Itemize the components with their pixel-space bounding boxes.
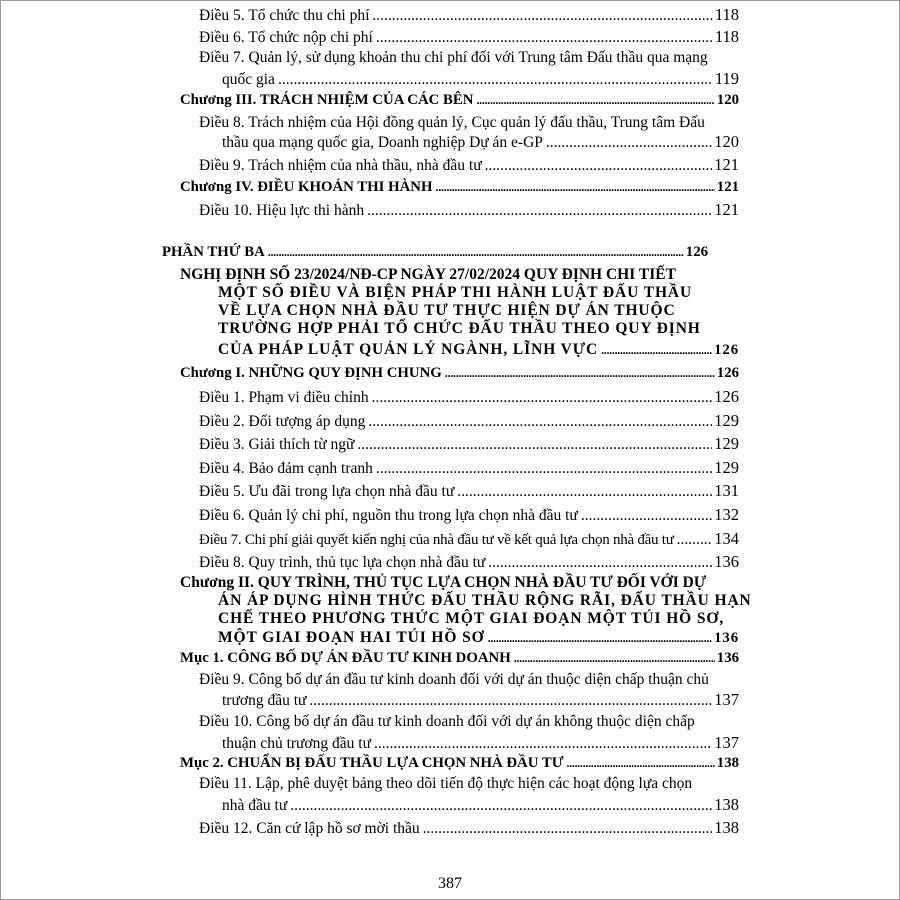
dot-leader	[445, 366, 715, 381]
toc-title: Điều 9. Trách nhiệm của nhà thầu, nhà đầu tư	[199, 157, 482, 174]
toc-title: thuận chủ trương đầu tư	[222, 735, 371, 752]
toc-title: Mục 2. CHUẨN BỊ ĐẤU THẦU LỰA CHỌN NHÀ ĐẦU TƯ	[180, 755, 564, 771]
toc-entry[interactable]	[222, 132, 739, 152]
toc-section[interactable]	[180, 650, 739, 667]
dot-leader	[372, 389, 713, 407]
toc-title: Điều 6. Tổ chức nộp chi phí	[199, 29, 373, 46]
dot-leader	[268, 245, 684, 260]
toc-chapter[interactable]	[180, 365, 739, 382]
toc-page: 118	[714, 27, 739, 46]
toc-page: 121	[716, 179, 739, 195]
toc-page: 119	[714, 69, 739, 88]
toc-page: 120	[716, 92, 739, 108]
toc-chapter[interactable]	[180, 179, 739, 196]
toc-page: 136	[714, 552, 739, 571]
toc-entry[interactable]	[199, 200, 739, 220]
toc-title: Điều 4. Bảo đảm cạnh tranh	[199, 460, 373, 477]
toc-page: 121	[714, 155, 739, 174]
toc-entry[interactable]	[218, 629, 739, 647]
toc-title: quốc gia	[222, 71, 275, 88]
dot-leader	[677, 531, 713, 549]
toc-page: 134	[714, 529, 739, 548]
toc-title: Chương I. NHỮNG QUY ĐỊNH CHUNG	[180, 365, 442, 381]
toc-title: Điều 1. Phạm vi điều chỉnh	[199, 389, 369, 406]
toc-page: 129	[714, 411, 739, 430]
toc-page: 126	[714, 342, 739, 358]
dot-leader	[372, 7, 712, 25]
toc-page: 129	[714, 434, 739, 453]
toc-page: 132	[714, 505, 739, 524]
toc-title: thầu qua mạng quốc gia, Doanh nghiệp Dự án e-GP	[222, 134, 543, 151]
toc-title: Điều 10. Hiệu lực thi hành	[199, 202, 365, 219]
toc-title: Điều 12. Căn cứ lập hồ sơ mời thầu	[199, 820, 420, 837]
dot-leader	[374, 735, 712, 753]
toc-title: Điều 5. Ưu đãi trong lựa chọn nhà đầu tư	[199, 483, 455, 500]
toc-entry[interactable]	[199, 434, 739, 454]
toc-entry[interactable]	[222, 69, 739, 89]
toc-entry[interactable]	[199, 529, 739, 549]
toc-title-line: MỘT SỐ ĐIỀU VÀ BIỆN PHÁP THI HÀNH LUẬT ĐẤU THẦU	[218, 284, 693, 301]
toc-title-line: VỀ LỰA CHỌN NHÀ ĐẦU TƯ THỰC HIỆN DỰ ÁN THUỘC	[218, 302, 676, 319]
toc-entry[interactable]	[199, 481, 739, 501]
dot-leader	[290, 797, 712, 815]
toc-title-line: NGHỊ ĐỊNH SỐ 23/2024/NĐ-CP NGÀY 27/02/2024 QUY ĐỊNH CHI TIẾT	[180, 266, 676, 283]
toc-title: Điều 6. Quản lý chi phí, nguồn thu trong lựa chọn nhà đầu tư	[199, 507, 578, 524]
toc-page: 136	[714, 630, 739, 646]
toc-title: trương đầu tư	[222, 692, 307, 709]
toc-page: 138	[714, 795, 739, 814]
toc-entry[interactable]	[199, 387, 739, 407]
toc-page: 120	[714, 132, 739, 151]
toc-title: Mục 1. CÔNG BỐ DỰ ÁN ĐẦU TƯ KINH DOANH	[180, 650, 511, 666]
toc-title-line: Điều 11. Lập, phê duyệt bảng theo dõi tiến độ thực hiện các hoạt động lựa chọn	[199, 775, 693, 792]
dot-leader	[601, 343, 712, 358]
dot-leader	[514, 651, 715, 666]
dot-leader	[436, 180, 715, 195]
toc-title-line: Chương II. QUY TRÌNH, THỦ TỤC LỰA CHỌN NHÀ ĐẦU TƯ ĐỐI VỚI DỰ	[180, 574, 707, 591]
toc-section[interactable]	[180, 755, 739, 772]
toc-entry[interactable]	[218, 341, 739, 359]
toc-title: Chương IV. ĐIỀU KHOẢN THI HÀNH	[180, 179, 433, 195]
toc-page: 129	[714, 458, 739, 477]
dot-leader	[488, 631, 712, 646]
toc-title: nhà đầu tư	[222, 797, 288, 814]
toc-title-line: Điều 7. Quản lý, sử dụng khoản thu chi phí đối với Trung tâm Đấu thầu qua mạng	[199, 49, 708, 66]
toc-page: 137	[714, 690, 739, 709]
toc-title: CỦA PHÁP LUẬT QUẢN LÝ NGÀNH, LĨNH VỰC	[218, 341, 599, 358]
toc-title: MỘT GIAI ĐOẠN HAI TÚI HỒ SƠ	[218, 629, 485, 646]
dot-leader	[488, 554, 712, 572]
toc-entry[interactable]	[222, 690, 739, 710]
toc-entry[interactable]	[199, 155, 739, 175]
dot-leader	[376, 460, 712, 478]
toc-entry[interactable]	[199, 552, 739, 572]
toc-page: 126	[714, 387, 739, 406]
toc-page: 118	[714, 5, 739, 24]
dot-leader	[476, 93, 714, 108]
toc-page: 126	[716, 365, 739, 381]
toc-title: Điều 8. Quy trình, thủ tục lựa chọn nhà đầu tư	[199, 554, 486, 571]
dot-leader	[457, 483, 712, 501]
page-number: 387	[438, 875, 462, 892]
toc-entry[interactable]	[199, 411, 739, 431]
dot-leader	[581, 507, 712, 525]
dot-leader	[309, 692, 712, 710]
dot-leader	[376, 29, 713, 47]
toc-title: PHẦN THỨ BA	[162, 244, 265, 260]
toc-page: 121	[714, 200, 739, 219]
toc-title-line: Điều 10. Công bố dự án đầu tư kinh doanh đối với dự án không thuộc diện chấp	[199, 713, 695, 730]
toc-title: Điều 3. Giải thích từ ngữ	[199, 436, 355, 453]
toc-entry[interactable]	[199, 27, 739, 47]
dot-leader	[546, 134, 712, 152]
toc-title-line: TRƯỜNG HỢP PHẢI TỔ CHỨC ĐẤU THẦU THEO QUY ĐỊNH	[218, 320, 701, 337]
toc-title-line: Điều 8. Trách nhiệm của Hội đồng quản lý, Cục quản lý đấu thầu, Trung tâm Đấu	[199, 114, 705, 131]
toc-part[interactable]	[162, 244, 708, 261]
dot-leader	[423, 820, 713, 838]
toc-title: Điều 5. Tổ chức thu chi phí	[199, 7, 370, 24]
dot-leader	[278, 71, 713, 89]
dot-leader	[357, 436, 712, 454]
toc-title: Điều 7. Chi phí giải quyết kiến nghị của nhà đầu tư về kết quả lựa chọn nhà đầu tư	[199, 532, 674, 548]
dot-leader	[485, 157, 713, 175]
dot-leader	[567, 756, 715, 771]
toc-page: 136	[716, 650, 739, 666]
toc-entry[interactable]	[222, 795, 739, 815]
toc-page: 126	[685, 244, 708, 260]
dot-leader	[368, 413, 712, 431]
toc-chapter[interactable]	[180, 92, 739, 109]
toc-entry[interactable]	[199, 505, 739, 525]
toc-title-line: Điều 9. Công bố dự án đầu tư kinh doanh đối với dự án thuộc diện chấp thuận chủ	[199, 671, 709, 688]
toc-title: Chương III. TRÁCH NHIỆM CỦA CÁC BÊN	[180, 92, 474, 108]
toc-title: Điều 2. Đối tượng áp dụng	[199, 413, 366, 430]
toc-page: 138	[716, 755, 739, 771]
toc-entry[interactable]	[222, 733, 739, 753]
toc-page: 131	[714, 481, 739, 500]
toc-page: 138	[714, 818, 739, 837]
toc-title-line: ÁN ÁP DỤNG HÌNH THỨC ĐẤU THẦU RỘNG RÃI, ĐẤU THẦU HẠN	[218, 592, 752, 609]
toc-entry[interactable]	[199, 818, 739, 838]
toc-title-line: CHẾ THEO PHƯƠNG THỨC MỘT GIAI ĐOẠN MỘT TÚI HỒ SƠ,	[218, 610, 725, 627]
toc-entry[interactable]	[199, 458, 739, 478]
toc-entry[interactable]	[199, 5, 739, 25]
toc-page: 137	[714, 733, 739, 752]
dot-leader	[367, 202, 712, 220]
